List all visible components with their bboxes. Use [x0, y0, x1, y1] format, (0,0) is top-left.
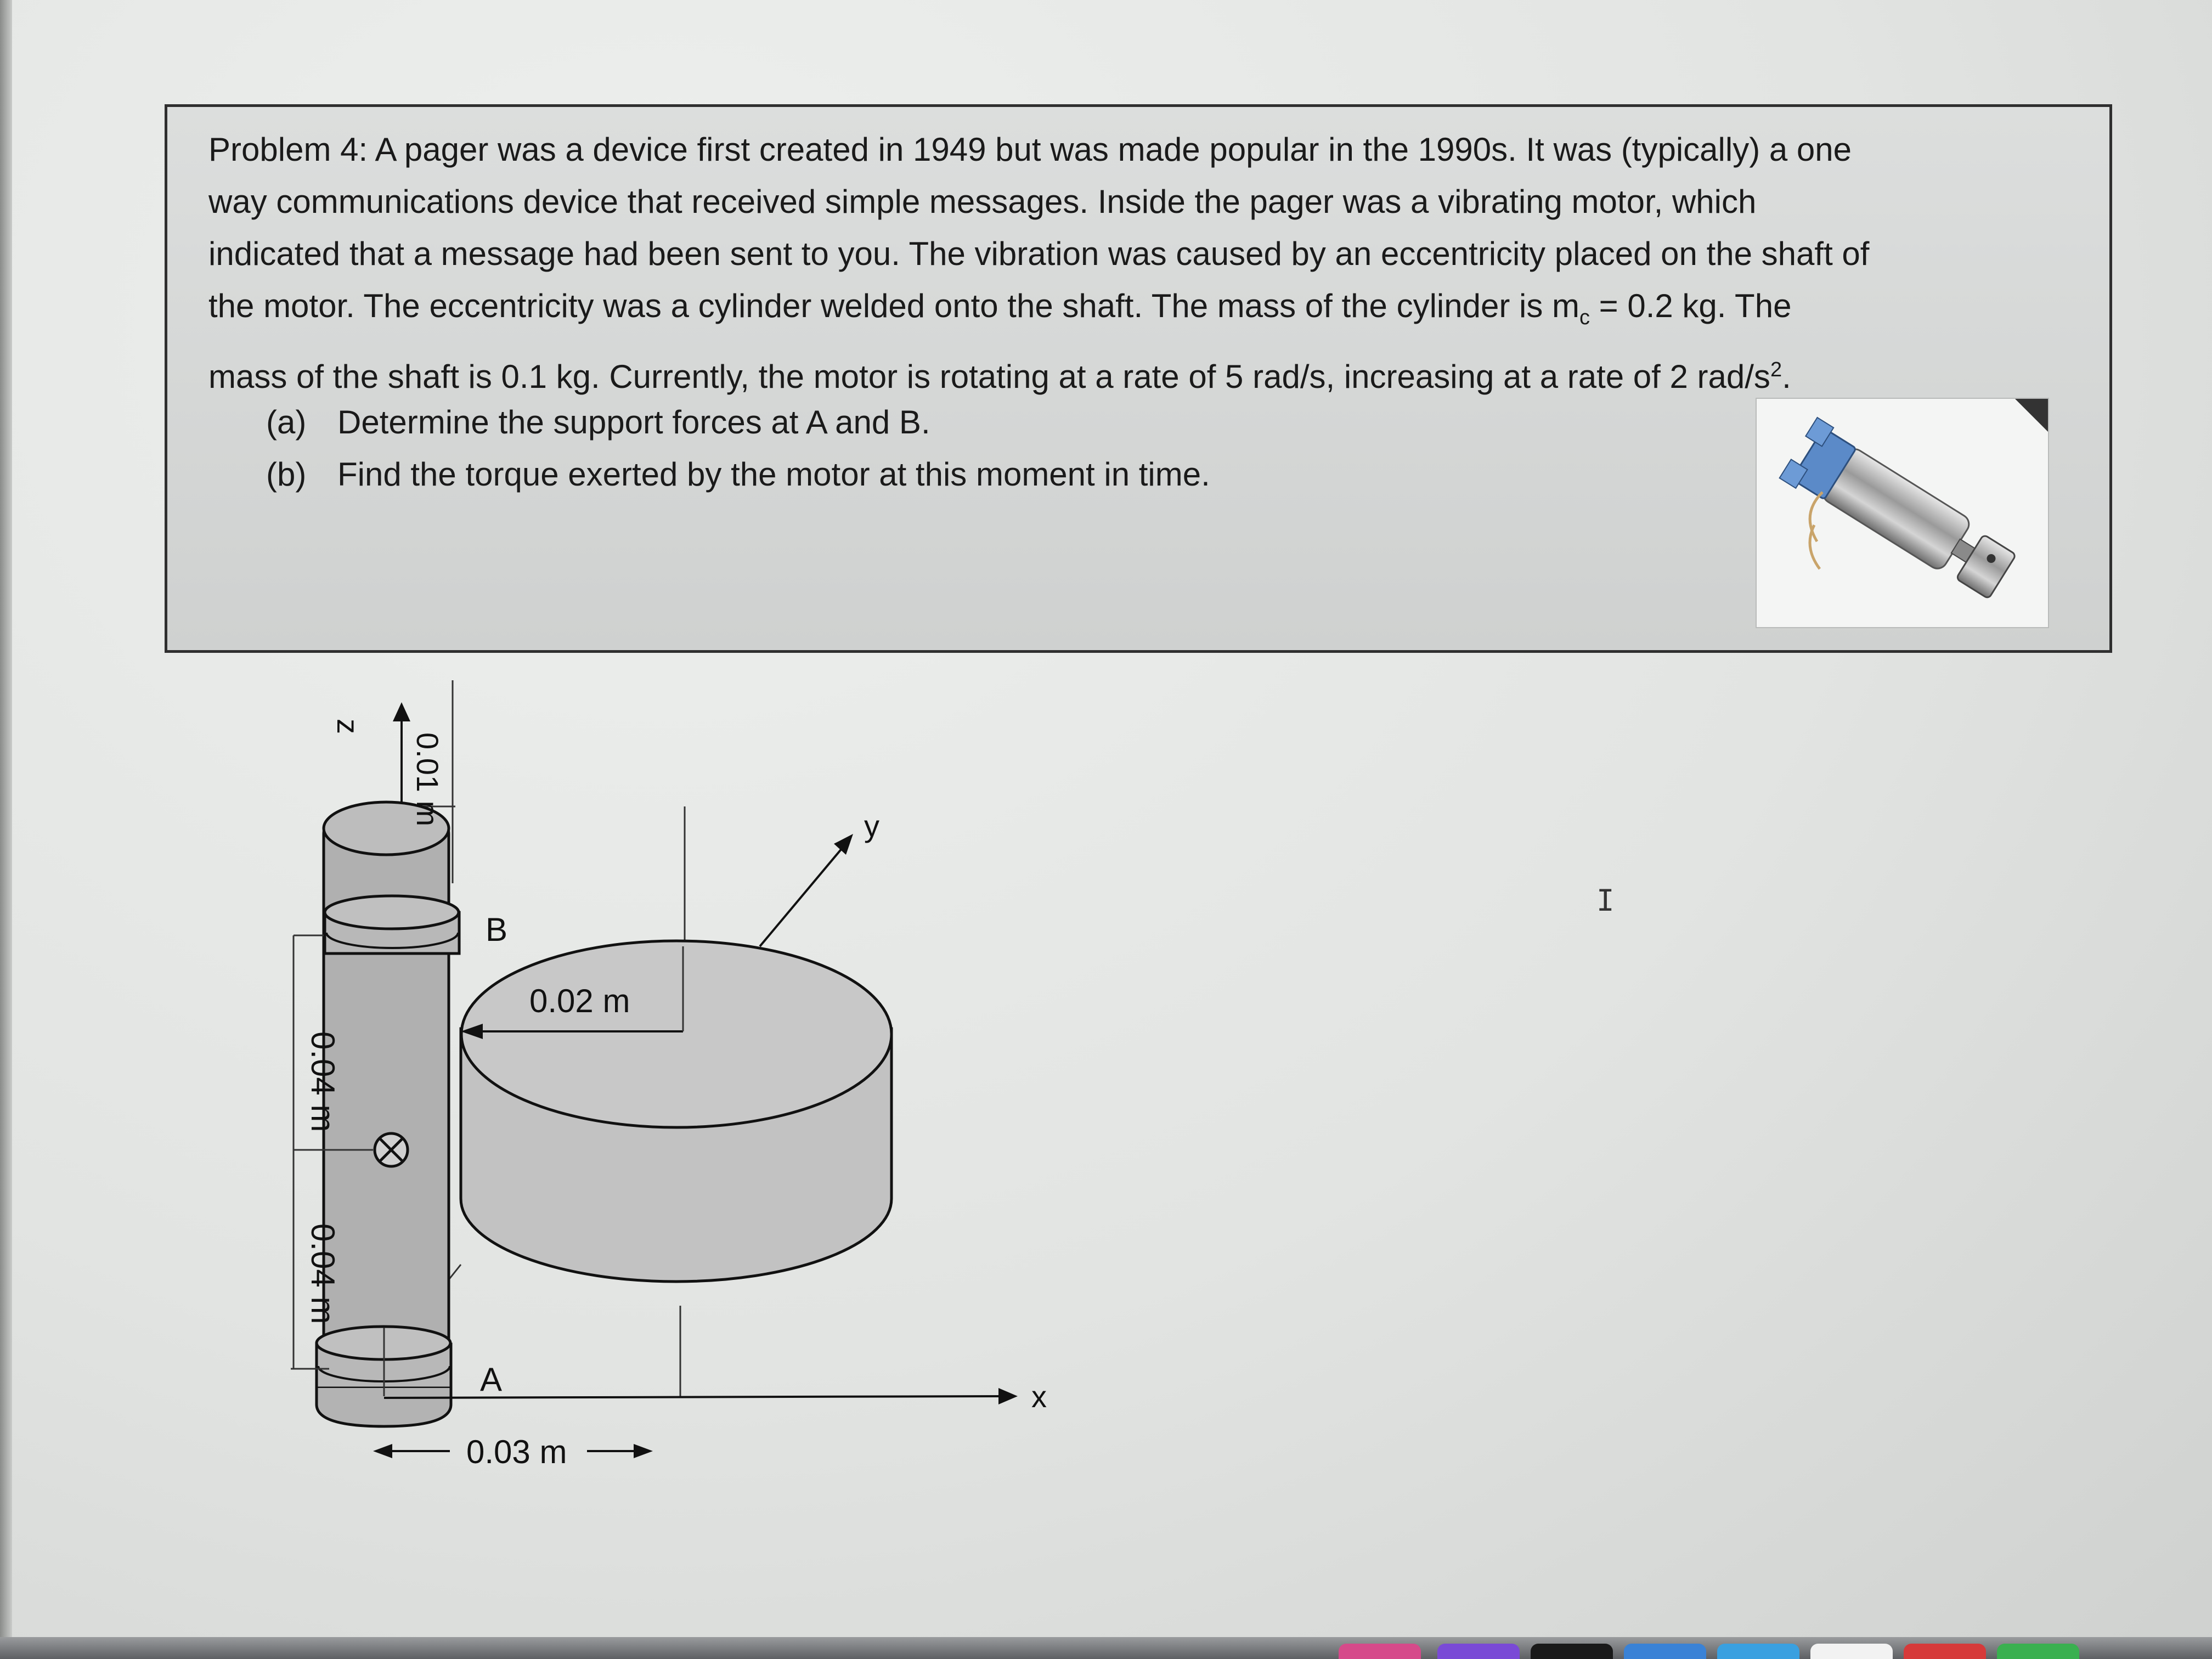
- upper-dim-label: 0.04 m: [304, 1031, 341, 1132]
- top-dim-label: 0.01 m: [410, 732, 445, 827]
- problem-line-5-end: .: [1782, 358, 1791, 395]
- problem-line-4-text: the motor. The eccentricity was a cylinder welded onto the shaft. The mass of the cylinder is m: [208, 287, 1579, 324]
- dock-app-icon[interactable]: [1437, 1644, 1520, 1659]
- motor-shaft-diagram: [208, 647, 1141, 1492]
- y-axis-label: y: [864, 809, 879, 843]
- problem-line-4-end: = 0.2 kg. The: [1589, 287, 1792, 324]
- dock-app-icon[interactable]: [1339, 1644, 1421, 1659]
- x-axis-label: x: [1031, 1379, 1047, 1414]
- radius-label: 0.02 m: [529, 983, 630, 1019]
- x-axis-arrowhead: [998, 1388, 1018, 1404]
- photo-corner: [2015, 399, 2048, 432]
- vibration-motor-photo: [1756, 398, 2049, 628]
- part-b-text: Find the torque exerted by the motor at this moment in time.: [337, 456, 1210, 493]
- problem-line-5-text: mass of the shaft is 0.1 kg. Currently, the motor is rotating at a rate of 5 rad/s, increasing at a rate of 2 rad/s: [208, 358, 1770, 395]
- problem-line-1: Problem 4: A pager was a device first created in 1949 but was made popular in the 1990s. It was (typically) a one: [208, 131, 1852, 168]
- dock-app-icon[interactable]: [1624, 1644, 1706, 1659]
- dock-app-icon[interactable]: [1997, 1644, 2079, 1659]
- part-a-tag: (a): [266, 404, 307, 441]
- problem-line-2: way communications device that received simple messages. Inside the pager was a vibrating motor, which: [208, 183, 1757, 220]
- lower-dim-label: 0.04 m: [304, 1223, 341, 1324]
- problem-line-5: [208, 344, 2063, 403]
- y-axis: [760, 845, 845, 946]
- point-a-label: A: [480, 1361, 503, 1398]
- dock-app-icon[interactable]: [1904, 1644, 1986, 1659]
- problem-line-4: [208, 280, 2063, 344]
- part-b-tag: (b): [266, 456, 307, 493]
- problem-paragraph: [208, 123, 2063, 403]
- y-axis-arrowhead: [834, 834, 853, 855]
- part-b: [266, 455, 1210, 493]
- problem-statement-box: [165, 104, 2112, 653]
- point-b-label: B: [486, 911, 508, 948]
- problem-line-3: indicated that a message had been sent to you. The vibration was caused by an eccentricity placed on the shaft of: [208, 235, 1870, 272]
- dock-app-icon[interactable]: [1717, 1644, 1799, 1659]
- z-axis-arrowhead: [393, 702, 410, 721]
- x-axis: [384, 1396, 1004, 1398]
- part-a: [266, 403, 930, 441]
- text-cursor-icon: I: [1596, 883, 1615, 918]
- dock-app-icon[interactable]: [1531, 1644, 1613, 1659]
- mass-subscript: c: [1579, 306, 1590, 329]
- part-a-text: Determine the support forces at A and B.: [337, 404, 930, 441]
- eccentric-cylinder-top: [461, 941, 891, 1127]
- z-axis-label: z: [331, 719, 365, 734]
- screen-edge: [0, 0, 12, 1659]
- squared-superscript: 2: [1770, 358, 1782, 381]
- diagram-svg: [208, 647, 1141, 1492]
- dock-app-icon[interactable]: [1810, 1644, 1893, 1659]
- bottom-dim-label: 0.03 m: [466, 1434, 567, 1470]
- motor-illustration: [1757, 399, 2049, 628]
